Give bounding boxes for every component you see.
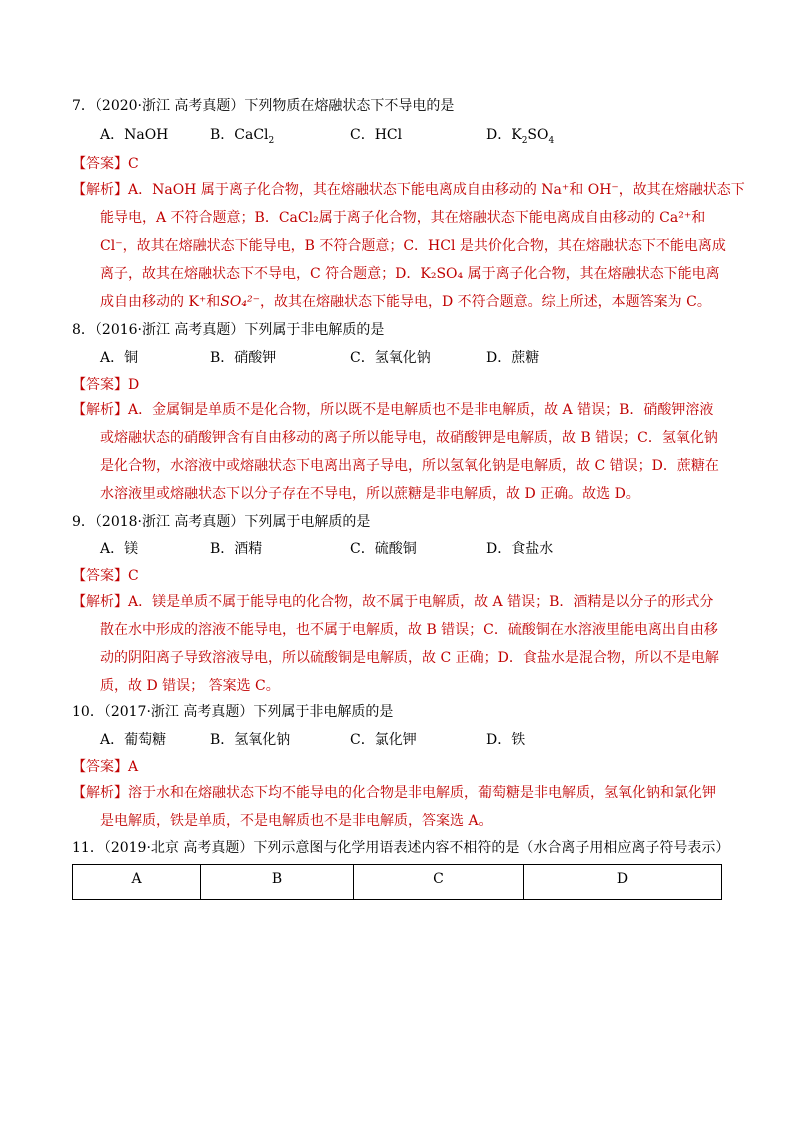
- option-c: C．氢氧化钠: [350, 350, 431, 366]
- question-7-analysis: [72, 176, 745, 316]
- question-7-answer: 【答案】C: [72, 156, 139, 172]
- analysis-line: 【解析】A．NaOH 属于离子化合物，其在熔融状态下能电离成自由移动的 Na⁺和 OH⁻，故其在熔融状态下: [72, 182, 745, 198]
- option-a: A．NaOH: [100, 127, 169, 143]
- analysis-line: 离子，故其在熔融状态下不导电，C 符合题意；D．K₂SO₄ 属于离子化合物，其在熔融状态下能电离: [100, 266, 720, 282]
- question-10-answer: 【答案】A: [72, 759, 139, 775]
- option-d: D．$K_2SO_4$: [486, 127, 555, 146]
- analysis-line: 【解析】A．镁是单质不属于能导电的化合物，故不属于电解质，故 A 错误；B．酒精是以分子的形式分: [72, 594, 714, 610]
- analysis-line: 【解析】A．金属铜是单质不是化合物，所以既不是电解质也不是非电解质，故 A 错误；B．硝酸钾溶液: [72, 402, 714, 418]
- question-8-stem: 8．（2016·浙江 高考真题）下列属于非电解质的是: [72, 322, 385, 338]
- option-a: A．镁: [100, 541, 139, 557]
- analysis-line: 能导电，A 不符合题意；B．CaCl₂属于离子化合物，其在熔融状态下能电离成自由移动的 Ca²⁺和: [100, 210, 706, 226]
- option-c: C．氯化钾: [350, 732, 417, 748]
- question-9-stem: 9．（2018·浙江 高考真题）下列属于电解质的是: [72, 514, 371, 530]
- option-b: B．酒精: [210, 541, 263, 557]
- analysis-line: 是化合物，水溶液中或熔融状态下电离出离子导电，所以氢氧化钠是电解质，故 C 错误；D．蔗糖在: [100, 458, 719, 474]
- table-row: [73, 865, 722, 900]
- question-11-table: [72, 864, 722, 900]
- question-7-stem: 7．（2020·浙江 高考真题）下列物质在熔融状态下不导电的是: [72, 98, 455, 114]
- analysis-line: Cl⁻，故其在熔融状态下能导电，B 不符合题意；C．HCl 是共价化合物，其在熔融状态下不能电离成: [100, 238, 726, 254]
- analysis-line: 或熔融状态的硝酸钾含有自由移动的离子所以能导电，故硝酸钾是电解质，故 B 错误；C．氢氧化钠: [100, 430, 718, 446]
- option-a: A．葡萄糖: [100, 732, 167, 748]
- question-9-answer: 【答案】C: [72, 568, 139, 584]
- analysis-line: 散在水中形成的溶液不能导电，也不属于电解质，故 B 错误；C．硫酸铜在水溶液里能电离出自由移: [100, 622, 718, 638]
- question-11-stem: 11．（2019·北京 高考真题）下列示意图与化学用语表述内容不相符的是（水合离子用相应离子符号表示）: [72, 840, 730, 856]
- option-c: C．硫酸铜: [350, 541, 417, 557]
- option-a: A．铜: [100, 350, 139, 366]
- analysis-line: 水溶液里或熔融状态下以分子存在不导电，所以蔗糖是非电解质，故 D 正确。故选 D。: [100, 486, 640, 502]
- option-b: B．硝酸钾: [210, 350, 277, 366]
- analysis-line: 动的阴阳离子导致溶液导电，所以硫酸铜是电解质，故 C 正确；D．食盐水是混合物，所以不是电解: [100, 650, 719, 666]
- question-8-analysis: [72, 396, 722, 508]
- analysis-line: 【解析】溶于水和在熔融状态下均不能导电的化合物是非电解质，葡萄糖是非电解质，氢氧化钠和氯化钾: [72, 785, 716, 801]
- table-header-c: C: [354, 865, 524, 900]
- question-9-analysis: [72, 588, 722, 700]
- analysis-line: 是电解质，铁是单质，不是电解质也不是非电解质，答案选 A。: [100, 813, 493, 829]
- option-b: B．CaCl$_2$: [210, 127, 275, 146]
- question-10-analysis: [72, 779, 722, 835]
- option-b: B．氢氧化钠: [210, 732, 291, 748]
- question-10-stem: 10．（2017·浙江 高考真题）下列属于非电解质的是: [72, 704, 394, 720]
- analysis-line: 成自由移动的 K⁺和SO₄²⁻，故其在熔融状态下能导电，D 不符合题意。综上所述，本题答案为 C。: [100, 294, 711, 310]
- question-8-answer: 【答案】D: [72, 377, 140, 393]
- option-d: D．蔗糖: [486, 350, 540, 366]
- table-header-d: D: [524, 865, 722, 900]
- analysis-line: 质，故 D 错误； 答案选 C。: [100, 678, 280, 694]
- option-d: D．食盐水: [486, 541, 554, 557]
- table-header-a: A: [73, 865, 201, 900]
- option-c: C．HCl: [350, 127, 403, 143]
- table-header-b: B: [201, 865, 354, 900]
- sulfate-ion: SO₄²⁻: [220, 294, 260, 310]
- option-d: D．铁: [486, 732, 526, 748]
